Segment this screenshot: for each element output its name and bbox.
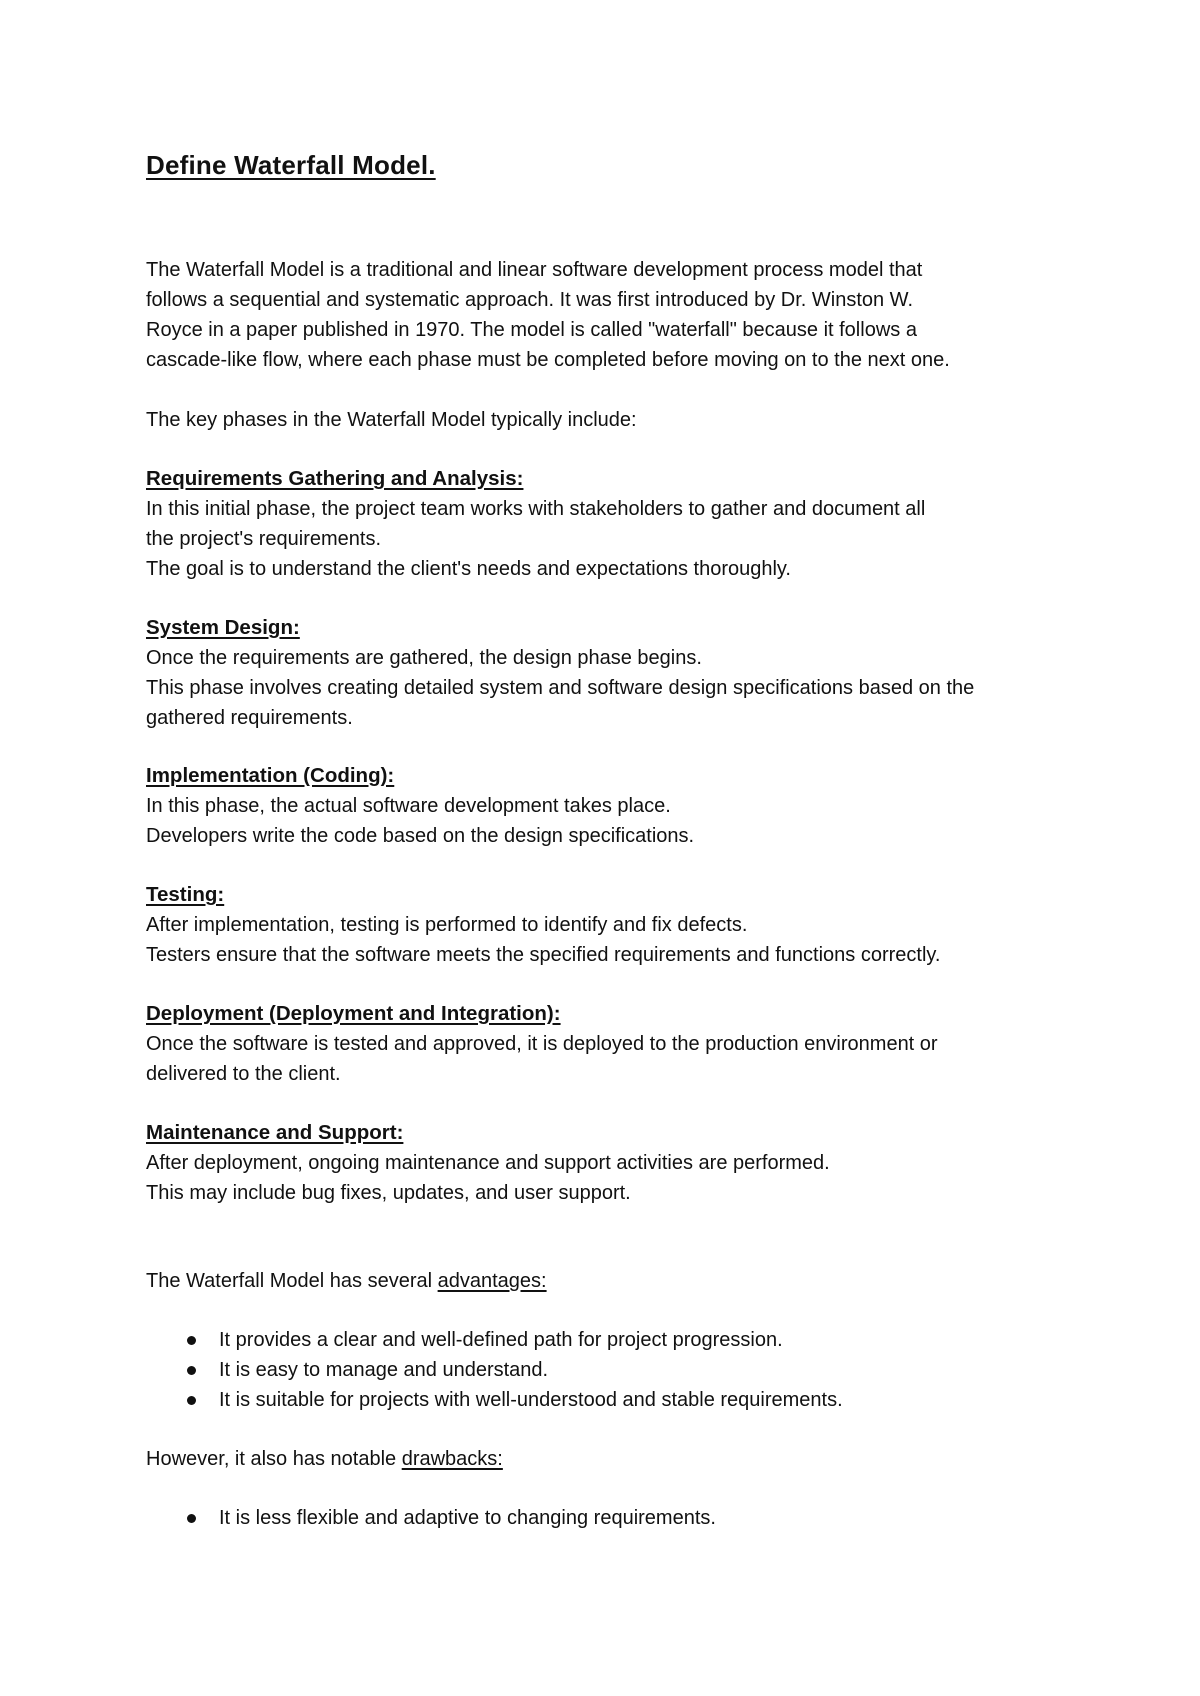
list-item [146,1325,1106,1355]
section-line: In this initial phase, the project team works with stakeholders to gather and document all [146,498,926,520]
intro-paragraph [146,255,1106,375]
section-maintenance [146,1118,1106,1208]
list-item [146,1355,1106,1385]
intro-line: The Waterfall Model is a traditional and linear software development process model that [146,259,923,281]
section-heading: Implementation (Coding): [146,764,395,787]
intro-line: Royce in a paper published in 1970. The model is called "waterfall" because it follows a [146,319,917,341]
list-item-text: It provides a clear and well-defined path for project progression. [219,1329,783,1351]
intro-line: follows a sequential and systematic approach. It was first introduced by Dr. Winston W. [146,289,914,311]
advantages-keyword: advantages: [437,1270,547,1292]
bullet-icon [187,1336,196,1345]
section-heading: Requirements Gathering and Analysis: [146,467,524,490]
section-line: In this phase, the actual software development takes place. [146,795,671,817]
section-line: This phase involves creating detailed system and software design specifications based on the [146,677,975,699]
advantages-intro [146,1266,1106,1296]
section-line: Once the software is tested and approved, it is deployed to the production environment or [146,1033,938,1055]
section-heading: Testing: [146,883,225,906]
list-item [146,1503,1106,1533]
advantages-lead-text: The Waterfall Model has several [146,1270,438,1292]
list-item-text: It is suitable for projects with well-understood and stable requirements. [219,1389,843,1411]
section-line: After deployment, ongoing maintenance and support activities are performed. [146,1152,830,1174]
drawbacks-lead-text: However, it also has notable [146,1448,402,1470]
advantages-list [146,1325,1106,1415]
intro-line: cascade-like flow, where each phase must be completed before moving on to the next one. [146,349,950,371]
bullet-icon [187,1514,196,1523]
drawbacks-list [146,1503,1106,1533]
section-requirements [146,464,1106,584]
section-line: This may include bug fixes, updates, and user support. [146,1182,631,1204]
section-system-design [146,613,1106,733]
section-deployment [146,999,1106,1089]
section-implementation [146,761,1106,851]
section-heading: Maintenance and Support: [146,1121,404,1144]
drawbacks-keyword: drawbacks: [401,1448,503,1470]
section-line: Once the requirements are gathered, the design phase begins. [146,647,702,669]
bullet-icon [187,1396,196,1405]
section-line: Developers write the code based on the design specifications. [146,825,695,847]
phases-intro-paragraph [146,405,1106,435]
list-item [146,1385,1106,1415]
drawbacks-lead-line [146,1444,1106,1474]
section-line: The goal is to understand the client's needs and expectations thoroughly. [146,558,791,580]
section-testing [146,880,1106,970]
advantages-lead-line [146,1266,1106,1296]
section-line: gathered requirements. [146,707,353,729]
drawbacks-intro [146,1444,1106,1474]
section-line: delivered to the client. [146,1063,341,1085]
list-item-text: It is less flexible and adaptive to changing requirements. [219,1507,716,1529]
section-line: the project's requirements. [146,528,382,550]
phases-intro-text: The key phases in the Waterfall Model typically include: [146,409,637,431]
section-line: Testers ensure that the software meets the specified requirements and functions correctly. [146,944,941,966]
section-line: After implementation, testing is performed to identify and fix defects. [146,914,748,936]
bullet-icon [187,1366,196,1375]
section-heading: Deployment (Deployment and Integration): [146,1002,561,1025]
section-heading: System Design: [146,616,300,639]
list-item-text: It is easy to manage and understand. [219,1359,549,1381]
page-title: Define Waterfall Model. [146,150,436,180]
